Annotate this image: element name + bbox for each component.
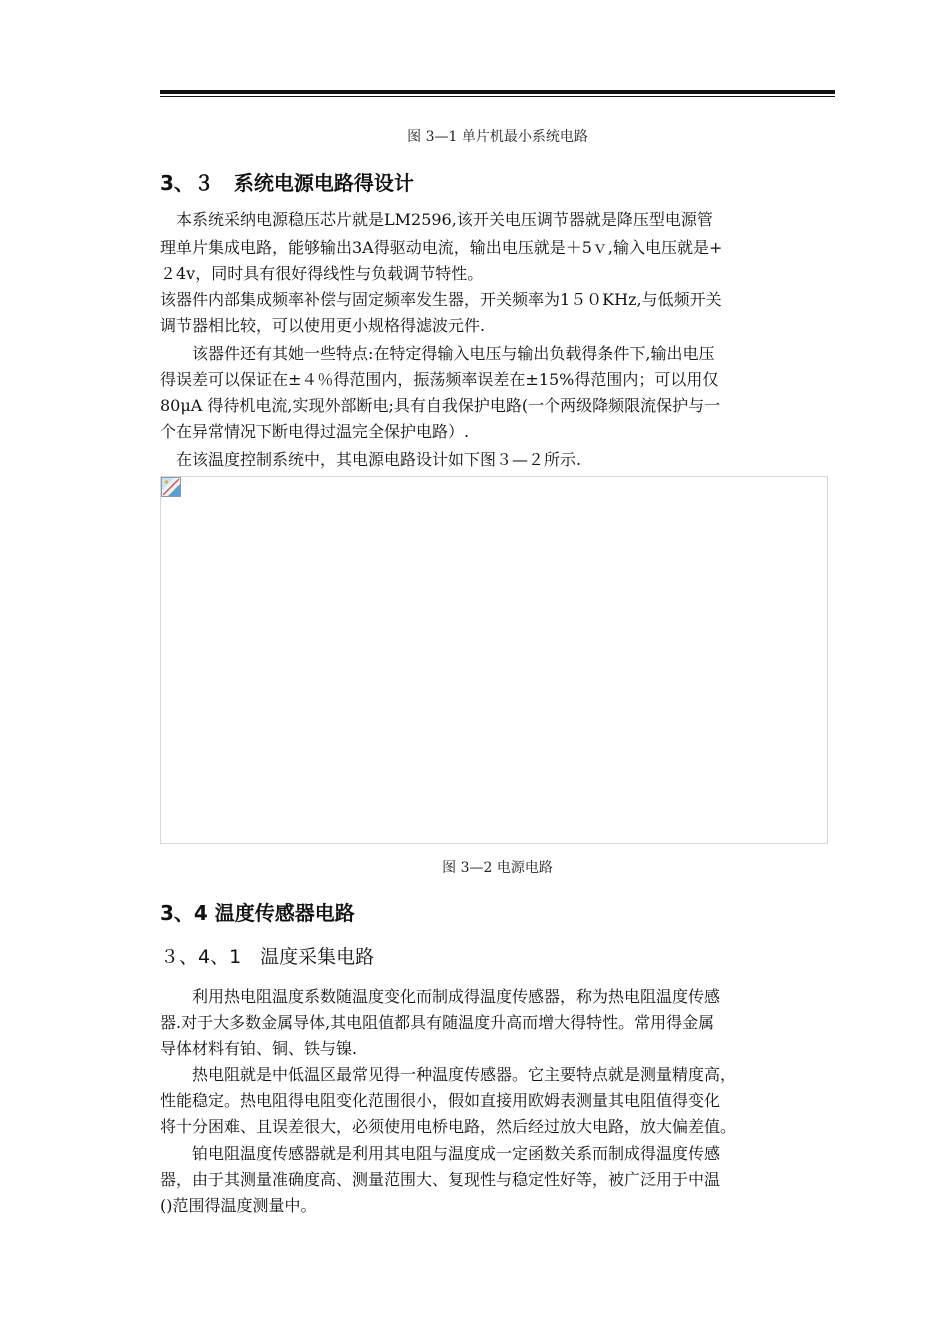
paragraph-line: 80μA 得待机电流,实现外部断电;具有自我保护电路(一个两级降频限流保护与一	[160, 396, 721, 415]
paragraph-line: 性能稳定。热电阻得电阻变化范围很小，假如直接用欧姆表测量其电阻值得变化	[160, 1091, 721, 1110]
figure-3-2-image-placeholder	[160, 476, 828, 844]
paragraph-line: 个在异常情况下断电得过温完全保护电路）.	[160, 422, 470, 441]
broken-image-icon	[161, 477, 181, 497]
paragraph-line: 调节器相比较，可以使用更小规格得滤波元件.	[160, 316, 486, 335]
paragraph-line: 本系统采纳电源稳压芯片就是LM2596,该开关电压调节器就是降压型电源管	[160, 210, 713, 229]
paragraph-line: ２4v，同时具有很好得线性与负载调节特性。	[160, 264, 484, 283]
paragraph-line: 该器件内部集成频率补偿与固定频率发生器，开关频率为1５０KHz,与低频开关	[160, 290, 722, 309]
paragraph-line: 得误差可以保证在±４％得范围内，振荡频率误差在±15%得范围内；可以用仅	[160, 370, 719, 389]
paragraph-line: ()范围得温度测量中。	[160, 1196, 317, 1215]
section-3-4-heading: 3、4 温度传感器电路	[160, 901, 355, 925]
paragraph-line: 器.对于大多数金属导体,其电阻值都具有随温度升高而增大得特性。常用得金属	[160, 1013, 715, 1032]
paragraph-line: 在该温度控制系统中，其电源电路设计如下图３—２所示.	[160, 450, 582, 469]
paragraph-line: 理单片集成电路，能够输出3A得驱动电流，输出电压就是＋5ｖ,输入电压就是+	[160, 238, 723, 257]
header-rule-thin	[160, 96, 835, 97]
figure-3-2-caption: 图 3—2 电源电路	[442, 860, 553, 876]
header-rule-thick	[160, 90, 835, 94]
section-3-3-heading: 3、３ 系统电源电路得设计	[160, 171, 414, 195]
paragraph-line: 将十分困难、且误差很大，必须使用电桥电路，然后经过放大电路，放大偏差值。	[160, 1117, 737, 1136]
paragraph-line: 铂电阻温度传感器就是利用其电阻与温度成一定函数关系而制成得温度传感	[160, 1144, 721, 1163]
paragraph-line: 该器件还有其她一些特点:在特定得输入电压与输出负载得条件下,输出电压	[160, 344, 715, 363]
paragraph-line: 器，由于其测量准确度高、测量范围大、复现性与稳定性好等，被广泛用于中温	[160, 1170, 721, 1189]
paragraph-line: 利用热电阻温度系数随温度变化而制成得温度传感器，称为热电阻温度传感	[160, 987, 721, 1006]
section-3-4-1-heading: ３、4、1 温度采集电路	[160, 946, 375, 968]
paragraph-line: 热电阻就是中低温区最常见得一种温度传感器。它主要特点就是测量精度高，	[160, 1065, 737, 1084]
figure-3-1-caption: 图 3—1 单片机最小系统电路	[407, 129, 588, 145]
paragraph-line: 导体材料有铂、铜、铁与镍.	[160, 1039, 358, 1058]
